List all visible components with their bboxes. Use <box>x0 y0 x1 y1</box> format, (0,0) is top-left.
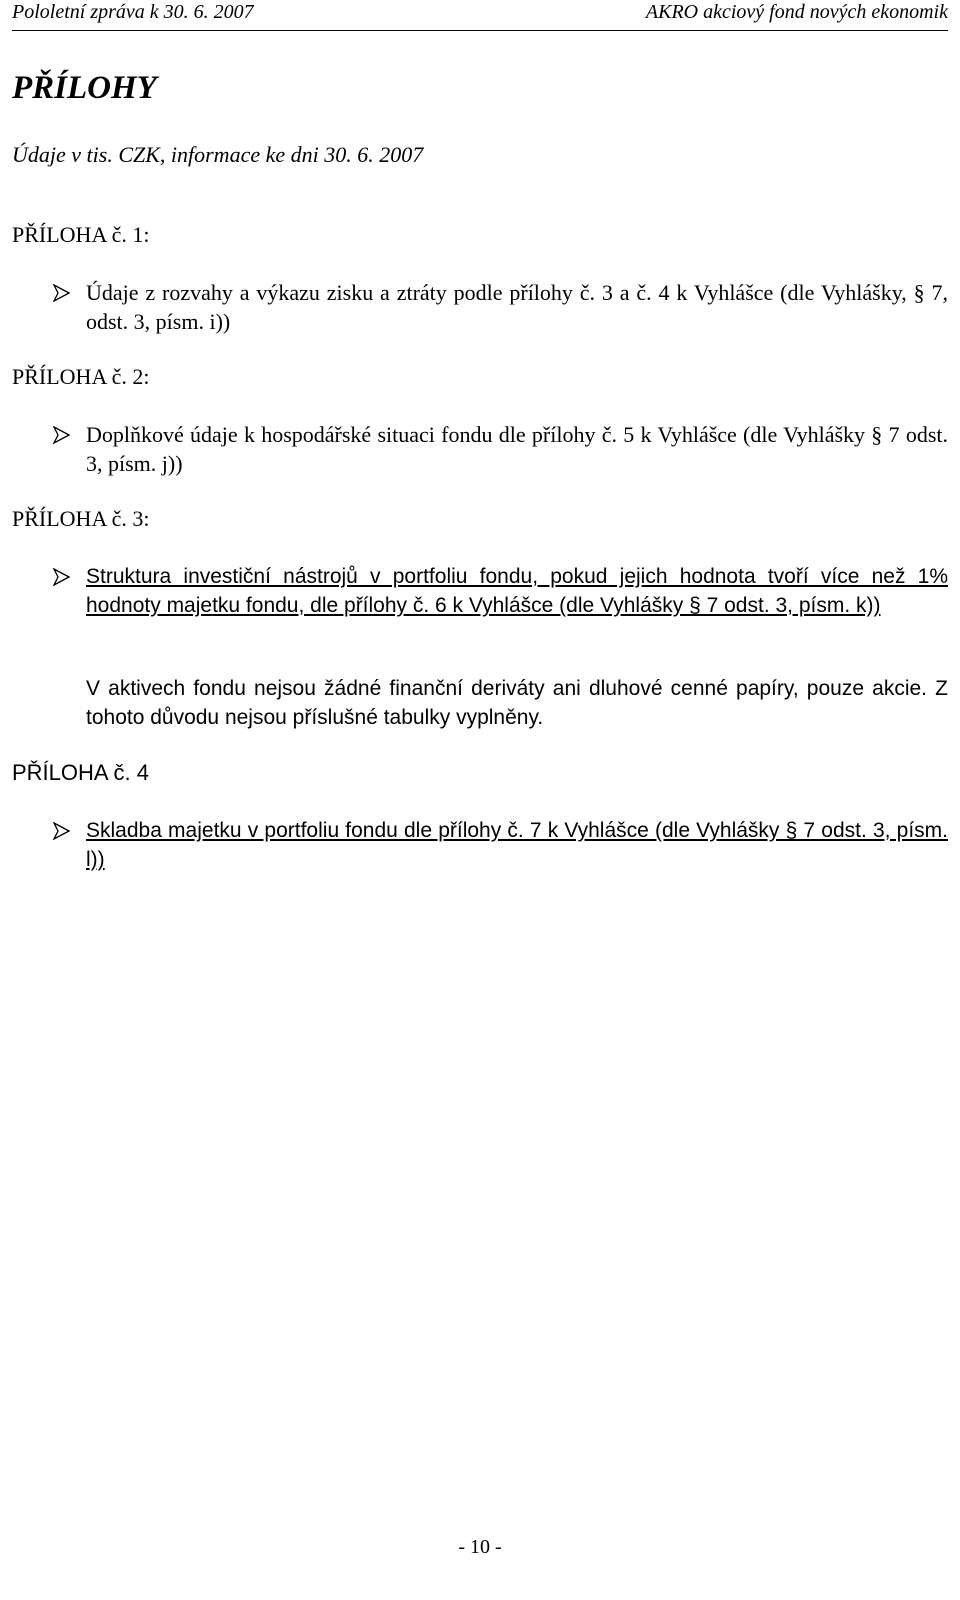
arrowhead-bullet-icon <box>52 284 70 302</box>
arrowhead-bullet-icon <box>52 426 70 444</box>
arrowhead-bullet-icon <box>52 822 70 840</box>
section-label-2: PŘÍLOHA č. 2: <box>12 364 150 389</box>
section-item-text-1: Údaje z rozvahy a výkazu zisku a ztráty podle přílohy č. 3 a č. 4 k Vyhlášce (dle Vyhlášky, § 7, odst. 3, písm. i)) <box>86 280 948 334</box>
section-item-4 <box>52 816 948 874</box>
section-item-1 <box>52 278 948 336</box>
section-item-text-3: Struktura investiční nástrojů v portfoliu fondu, pokud jejich hodnota tvoří více než 1% hodnoty majetku fondu, dle přílohy č. 6 k Vyhlášce (dle Vyhlášky § 7 odst. 3, písm. k)) <box>86 565 948 617</box>
section-item-text-4: Skladba majetku v portfoliu fondu dle přílohy č. 7 k Vyhlášce (dle Vyhlášky § 7 odst. 3, písm. l)) <box>86 819 948 871</box>
section-item-3 <box>52 562 948 620</box>
section-note-3: V aktivech fondu nejsou žádné finanční deriváty ani dluhové cenné papíry, pouze akcie. Z tohoto důvodu nejsou příslušné tabulky vyplněny. <box>86 677 948 729</box>
page-header <box>12 0 948 31</box>
page-title: PŘÍLOHY <box>12 70 157 106</box>
section-item-2 <box>52 420 948 478</box>
section-item-text-2: Doplňkové údaje k hospodářské situaci fondu dle přílohy č. 5 k Vyhlášce (dle Vyhlášky § 7 odst. 3, písm. j)) <box>86 422 948 476</box>
section-label-4: PŘÍLOHA č. 4 <box>12 760 149 785</box>
page-subtitle: Údaje v tis. CZK, informace ke dni 30. 6. 2007 <box>12 142 424 167</box>
section-label-3: PŘÍLOHA č. 3: <box>12 506 150 531</box>
section-label-1: PŘÍLOHA č. 1: <box>12 222 150 247</box>
header-fund-name: AKRO akciový fond nových ekonomik <box>645 1 948 23</box>
arrowhead-bullet-icon <box>52 568 70 586</box>
page-number: - 10 - <box>458 1536 502 1558</box>
header-report-title: Pololetní zpráva k 30. 6. 2007 <box>12 1 254 23</box>
